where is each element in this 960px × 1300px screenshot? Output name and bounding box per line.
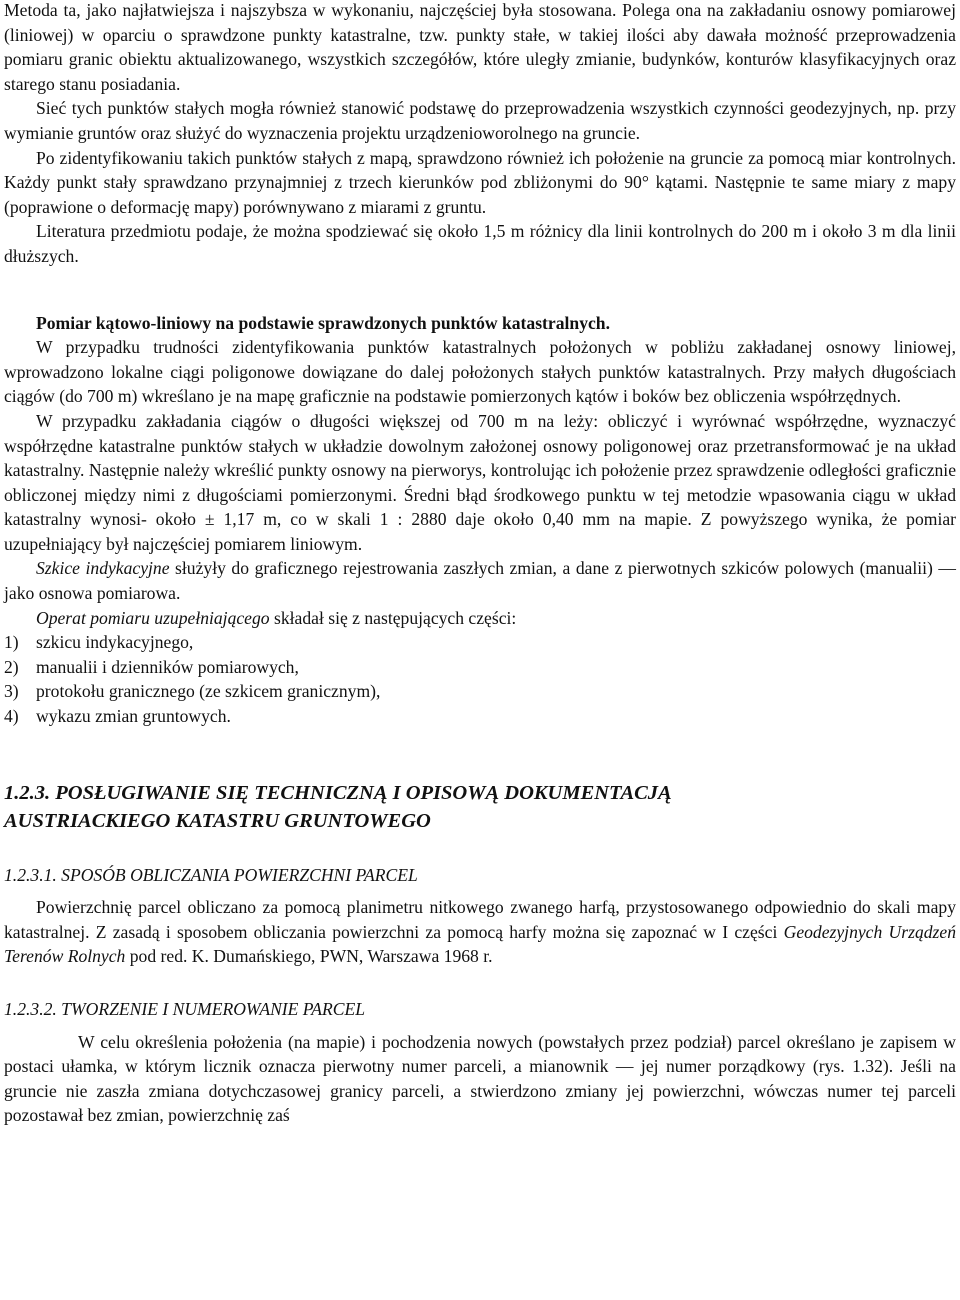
parts-list [4, 630, 956, 728]
list-item [4, 704, 956, 729]
paragraph-method-description: Metoda ta, jako najłatwiejsza i najszybsza w wykonaniu, najczęściej była stosowana. Polega ona na zakładaniu osnowy pomiarowej (liniowej) w oparciu o sprawdzone punkty katastralne, tzw. punkty stałe, w takiej ilości aby dawała możność przeprowadzenia pomiaru granic obiektu aktualizowanego, wszystkich szczegółów, które uległy zmianie, budynków, konturów klasyfikacyjnych oraz starego stanu posiadania. [4, 0, 956, 94]
term-supplementary-survey: Operat pomiaru uzupełniającego [36, 607, 270, 628]
section-heading-area-calculation: 1.2.3.1. SPOSÓB OBLICZANIA POWIERZCHNI PARCEL [4, 864, 418, 885]
list-item-text: protokołu granicznego (ze szkicem granicznym), [36, 681, 381, 702]
list-item-text: szkicu indykacyjnego, [36, 632, 194, 653]
list-item-number: 4) [4, 706, 19, 727]
subheading-angular-linear-survey: Pomiar kątowo-liniowy na podstawie sprawdzonych punktów katastralnych. [36, 312, 610, 333]
paragraph-identification: Po zidentyfikowaniu takich punktów stałych z mapą, sprawdzono również ich położenie na gruncie za pomocą miar kontrolnych. Każdy punkt stały sprawdzano przynajmniej z trzech kierunków pod zbliżonymi do 90° kątami. Następnie te same miary z mapy (poprawione o deformację mapy) porównywano z miarami z gruntu. [4, 147, 956, 217]
list-item [4, 655, 956, 680]
list-item [4, 630, 956, 655]
paragraph-supplementary-survey-text: składał się z następujących części: [269, 607, 517, 628]
paragraph-indication-sketches-text: służyły do graficznego rejestrowania zaszłych zmian, a dane z pierwotnych szkiców polowych (manualii) — jako osnowa pomiarowa. [4, 558, 956, 604]
paragraph-supplementary-survey [4, 606, 956, 631]
chapter-heading-line-1: 1.2.3. POSŁUGIWANIE SIĘ TECHNICZNĄ I OPISOWĄ DOKUMENTACJĄ [4, 781, 672, 804]
list-item-number: 3) [4, 681, 19, 702]
paragraph-area-calculation-text-a: Powierzchnię parcel obliczano za pomocą planimetru nitkowego zwanego harfą, przystosowanego odpowiednio do skali mapy katastralnej. Z zasadą i sposobem obliczania powierzchni za pomocą harfy można się zapoznać w I części [4, 897, 956, 942]
term-indication-sketches: Szkice indykacyjne [36, 558, 170, 579]
paragraph-literature: Literatura przedmiotu podaje, że można spodziewać się około 1,5 m różnicy dla linii kontrolnych do 200 m i około 3 m dla linii dłuższych. [4, 221, 956, 266]
chapter-heading [4, 779, 956, 835]
section-heading-parcel-numbering: 1.2.3.2. TWORZENIE I NUMEROWANIE PARCEL [4, 999, 366, 1019]
paragraph-area-calculation [4, 895, 956, 969]
paragraph-parcel-numbering: W celu określenia położenia (na mapie) i pochodzenia nowych (powstałych przez podział) parcel określano je zapisem w postaci ułamka, w którym licznik oznacza pierwotny numer parceli, a mianownik — jej numer porządkowy (rys. 1.32). Jeśli na gruncie nie zaszła zmiana dotychczasowej granicy parceli, a stwierdzono zmiany jej powierzchni, wówczas numer tej parceli pozostawał bez zmian, powierzchnię zaś [4, 1031, 956, 1126]
list-item-number: 2) [4, 656, 19, 677]
list-item-text: manualii i dzienników pomiarowych, [36, 656, 299, 677]
list-item [4, 679, 956, 704]
list-item-text: wykazu zmian gruntowych. [36, 706, 231, 727]
book-title: Geodezyjnych Urządzeń Terenów Rolnych [4, 921, 956, 967]
paragraph-polygon-traverse: W przypadku trudności zidentyfikowania punktów katastralnych położonych w pobliżu zakładanej osnowy liniowej, wprowadzono lokalne ciągi poligonowe dowiązane do dalej położonych stałych punktów katastralnych. Przy małych długościach ciągów (do 700 m) wkreślano je na mapę graficznie na podstawie pomierzonych kątów i boków bez obliczenia współrzędnych. [4, 337, 956, 407]
paragraph-area-calculation-text-b: pod red. K. Dumańskiego, PWN, Warszawa 1968 r. [125, 946, 493, 967]
chapter-heading-line-2: AUSTRIACKIEGO KATASTRU GRUNTOWEGO [4, 809, 431, 832]
paragraph-indication-sketches [4, 556, 956, 605]
paragraph-long-traverse: W przypadku zakładania ciągów o długości większej od 700 m na leży: obliczyć i wyrównać współrzędne, wyznaczyć współrzędne katastralne punktów stałych w układzie dowolnym założonej osnowy poligonowej oraz przetransformować je na układ katastralny. Następnie należy wkreślić punkty osnowy na pierworys, kontrolując ich położenie przez sprawdzenie odległości graficznie obliczonej między nimi z długościami pomierzonymi. Średni błąd środkowego punktu w tej metodzie wpasowania ciągu w układ katastralny wynosi- około ± 1,17 m, co w skali 1 : 2880 daje około 0,40 mm na mapie. Z powyższego wynika, że pomiar uzupełniający był najczęściej pomiarem liniowym. [4, 410, 956, 554]
paragraph-network-basis: Sieć tych punktów stałych mogła również stanowić podstawę do przeprowadzenia wszystkich czynności geodezyjnych, np. przy wymianie gruntów oraz służyć do wyznaczenia projektu urządzenioworolnego na gruncie. [4, 98, 956, 143]
list-item-number: 1) [4, 632, 19, 653]
